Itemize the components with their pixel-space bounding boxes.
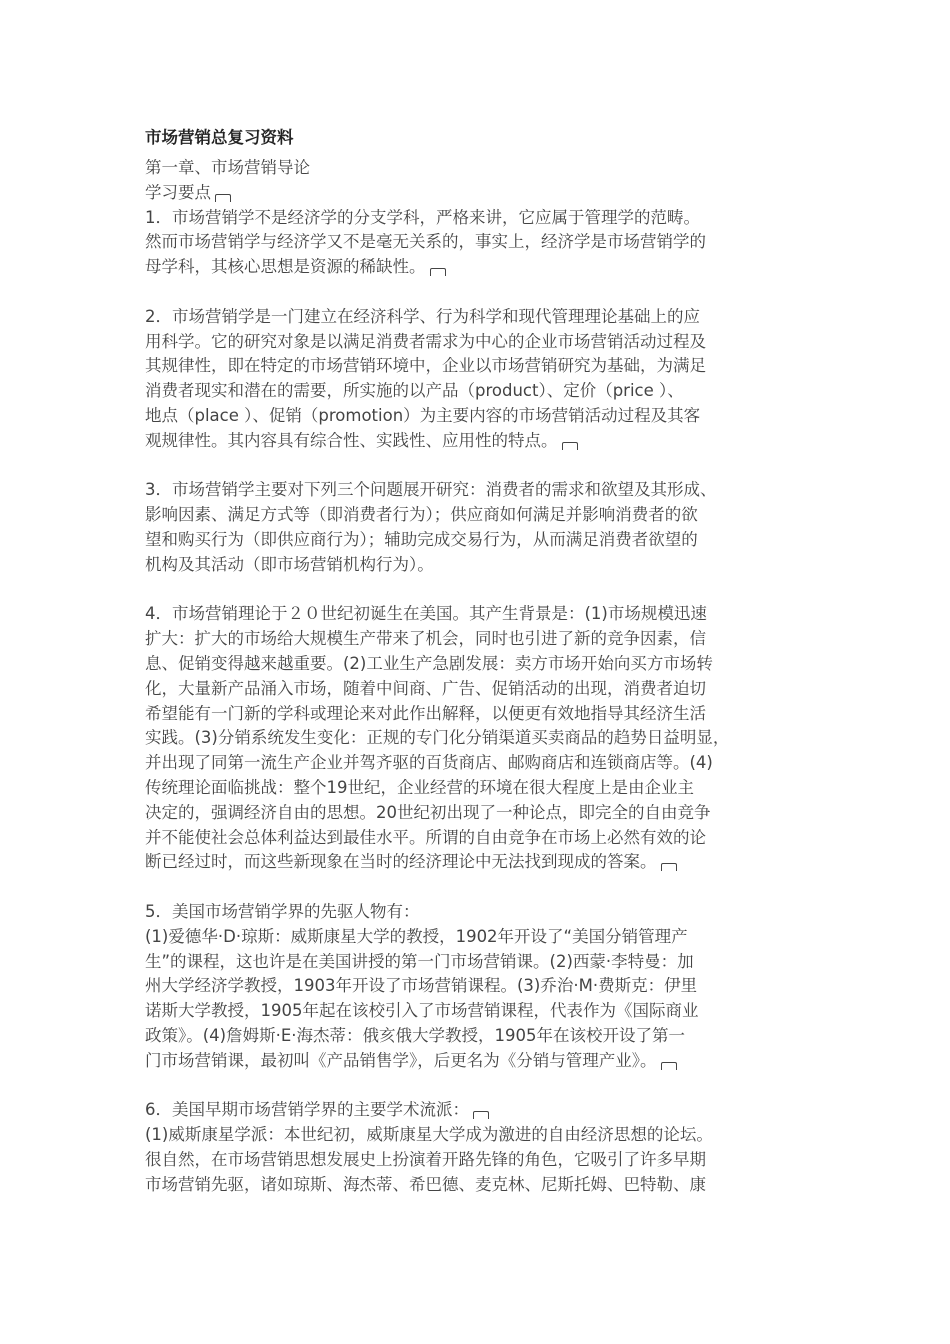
text-line — [145, 553, 815, 578]
text-line — [145, 528, 815, 553]
text-line-content: 1．市场营销学不是经济学的分支学科，严格来讲，它应属于管理学的范畴。 — [145, 207, 700, 227]
text-line — [145, 627, 815, 652]
text-line — [145, 974, 815, 999]
text-line-content: 影响因素、满足方式等（即消费者行为）；供应商如何满足并影响消费者的欲 — [145, 505, 698, 525]
paragraph-mark-icon — [562, 442, 578, 450]
text-line-content: 其规律性，即在特定的市场营销环境中，企业以市场营销研究为基础，为满足 — [145, 356, 706, 376]
text-line-content: 2．市场营销学是一门建立在经济科学、行为科学和现代管理理论基础上的应 — [145, 306, 700, 326]
text-line-content: 5．美国市场营销学界的先驱人物有： — [145, 901, 420, 921]
text-line-content: 州大学经济学教授，1903年开设了市场营销课程。(3)乔治·M·费斯克：伊里 — [145, 976, 698, 996]
text-line — [145, 677, 815, 702]
text-line-content: 门市场营销课，最初叫《产品销售学》，后更名为《分销与管理产业》。 — [145, 1050, 657, 1070]
text-line-content: 很自然，在市场营销思想发展史上扮演着开路先锋的角色，它吸引了许多早期 — [145, 1149, 706, 1169]
text-line-content: 扩大：扩大的市场给大规模生产带来了机会，同时也引进了新的竞争因素，信 — [145, 629, 706, 649]
text-line-content: 观规律性。其内容具有综合性、实践性、应用性的特点。 — [145, 430, 558, 450]
text-line-content: 用科学。它的研究对象是以满足消费者需求为中心的企业市场营销活动过程及 — [145, 331, 706, 351]
chapter-heading: 第一章、市场营销导论 — [145, 158, 310, 177]
text-line-content: 市场营销先驱，诸如琼斯、海杰蒂、希巴德、麦克林、尼斯托姆、巴特勒、康 — [145, 1174, 706, 1194]
text-line — [145, 330, 815, 355]
text-line — [145, 1148, 815, 1173]
text-line — [145, 925, 815, 950]
text-line — [145, 354, 815, 379]
text-line — [145, 1049, 815, 1074]
text-line-content: 然而市场营销学与经济学又不是毫无关系的，事实上，经济学是市场营销学的 — [145, 232, 706, 252]
text-line — [145, 652, 815, 677]
document-page — [145, 126, 815, 1197]
text-line-content: 生”的课程，这也许是在美国讲授的第一门市场营销课。(2)西蒙·李特曼：加 — [145, 951, 694, 971]
paragraph — [145, 1098, 815, 1197]
text-line-content: 断已经过时，而这些新现象在当时的经济理论中无法找到现成的答案。 — [145, 852, 657, 872]
text-line-content: 实践。(3)分销系统发生变化：正规的专门化分销渠道买卖商品的趋势日益明显， — [145, 728, 730, 748]
text-line — [145, 950, 815, 975]
text-line — [145, 429, 815, 454]
paragraph — [145, 206, 815, 280]
text-line-content: 望和购买行为（即供应商行为）；辅助完成交易行为，从而满足消费者欲望的 — [145, 529, 698, 549]
paragraph-mark-icon — [661, 863, 677, 871]
text-line — [145, 1123, 815, 1148]
text-line — [145, 850, 815, 875]
text-line-content: 4．市场营销理论于２０世纪初诞生在美国。其产生背景是：(1)市场规模迅速 — [145, 604, 707, 624]
text-line — [145, 999, 815, 1024]
text-line — [145, 379, 815, 404]
text-line — [145, 503, 815, 528]
text-line — [145, 1024, 815, 1049]
text-line — [145, 602, 815, 627]
text-line — [145, 478, 815, 503]
text-line-content: 3．市场营销学主要对下列三个问题展开研究：消费者的需求和欲望及其形成、 — [145, 480, 717, 500]
text-line-content: 息、促销变得越来越重要。(2)工业生产急剧发展：卖方市场开始向买方市场转 — [145, 653, 713, 673]
text-line — [145, 751, 815, 776]
text-line — [145, 726, 815, 751]
text-line-content: (1)爱德华·D·琼斯：威斯康星大学的教授，1902年开设了“美国分销管理产 — [145, 926, 688, 946]
text-line — [145, 826, 815, 851]
text-line-content: 并出现了同第一流生产企业并驾齐驱的百货商店、邮购商店和连锁商店等。(4) — [145, 753, 713, 773]
text-line-content: 希望能有一门新的学科或理论来对此作出解释，以便更有效地指导其经济生活 — [145, 703, 706, 723]
paragraph — [145, 602, 815, 875]
text-line-content: 并不能使社会总体利益达到最佳水平。所谓的自由竞争在市场上必然有效的论 — [145, 827, 706, 847]
text-line — [145, 305, 815, 330]
text-line — [145, 702, 815, 727]
text-line — [145, 230, 815, 255]
text-line-content: 消费者现实和潜在的需要，所实施的以产品（product）、定价（price ）、 — [145, 381, 684, 401]
paragraph — [145, 478, 815, 577]
text-line-content: 诺斯大学教授，1905年起在该校引入了市场营销课程，代表作为《国际商业 — [145, 1001, 699, 1021]
text-line — [145, 404, 815, 429]
text-line — [145, 776, 815, 801]
text-line — [145, 206, 815, 231]
text-line-content: 传统理论面临挑战：整个19世纪，企业经营的环境在很大程度上是由企业主 — [145, 777, 694, 797]
text-line — [145, 1098, 815, 1123]
document-title: 市场营销总复习资料 — [145, 128, 294, 147]
text-line — [145, 255, 815, 280]
text-line — [145, 900, 815, 925]
text-line-content: 6．美国早期市场营销学界的主要学术流派： — [145, 1100, 469, 1120]
text-line-content: (1)威斯康星学派：本世纪初，威斯康星大学成为激进的自由经济思想的论坛。 — [145, 1125, 713, 1145]
paragraph — [145, 900, 815, 1074]
text-line-content: 化，大量新产品涌入市场，随着中间商、广告、促销活动的出现，消费者迫切 — [145, 678, 706, 698]
text-line-content: 决定的，强调经济自由的思想。20世纪初出现了一种论点，即完全的自由竞争 — [145, 802, 711, 822]
paragraph-list — [145, 206, 815, 1198]
text-line-content: 母学科，其核心思想是资源的稀缺性。 — [145, 257, 426, 277]
paragraph — [145, 305, 815, 454]
paragraph-mark-icon — [473, 1111, 489, 1119]
text-line — [145, 801, 815, 826]
paragraph-mark-icon — [215, 194, 231, 202]
paragraph-mark-icon — [430, 268, 446, 276]
text-line-content: 政策》。(4)詹姆斯·E·海杰蒂：俄亥俄大学教授，1905年在该校开设了第一 — [145, 1025, 686, 1045]
text-line-content: 地点（place ）、促销（promotion）为主要内容的市场营销活动过程及其客 — [145, 405, 701, 425]
text-line — [145, 1173, 815, 1198]
text-line-content: 机构及其活动（即市场营销机构行为）。 — [145, 554, 434, 574]
section-heading: 学习要点 — [145, 181, 815, 206]
paragraph-mark-icon — [661, 1062, 677, 1070]
